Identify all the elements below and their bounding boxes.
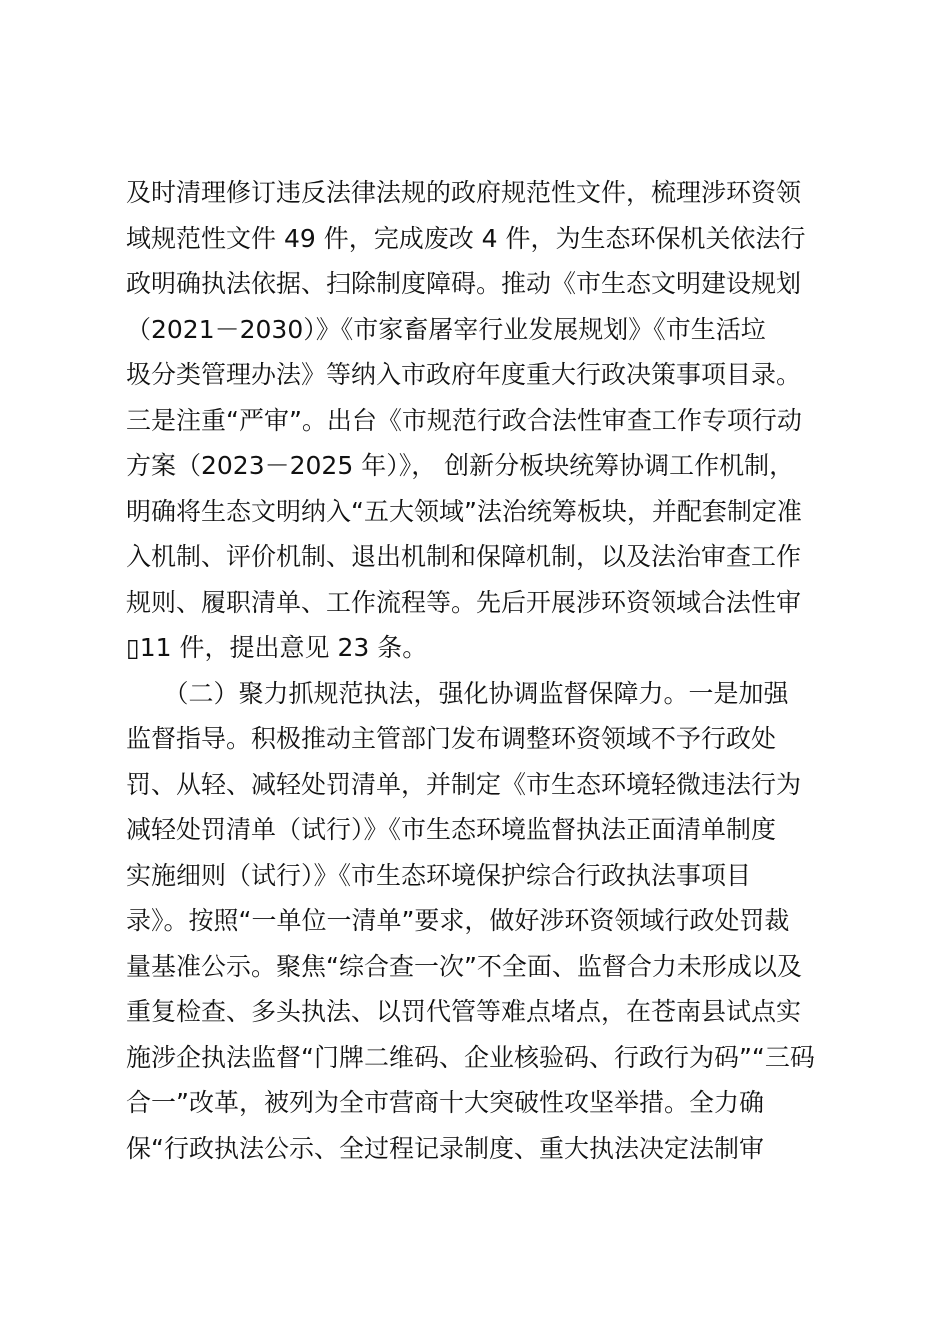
text-line: 明确将生态文明纳入“五大领域”法治统筹板块，并配套制定准 <box>126 496 802 526</box>
text-line: 罚、从轻、减轻处罚清单，并制定《市生态环境轻微违法行为 <box>126 769 802 799</box>
text-line: 量基准公示。聚焦“综合查一次”不全面、监督合力未形成以及 <box>126 951 802 981</box>
text-line: （二）聚力抓规范执法，强化协调监督保障力。一是加强 <box>126 678 789 708</box>
text-line: 重复检查、多头执法、以罚代管等难点堵点，在苍南县试点实 <box>126 997 802 1026</box>
text-line: 方案（2023－2025 年）》， 创新分板块统筹协调工作机制， <box>126 451 795 480</box>
text-line: 规则、履职清单、工作流程等。先后开展涉环资领域合法性审 <box>126 587 802 617</box>
text-line: 监督指导。积极推动主管部门发布调整环资领域不予行政处 <box>126 724 777 753</box>
text-line: 及时清理修订违反法律法规的政府规范性文件，梳理涉环资领 <box>126 178 802 207</box>
text-line: ▯11 件，提出意见 23 条。 <box>126 633 428 662</box>
text-line: 录》。按照“一单位一清单”要求，做好涉环资领域行政处罚裁 <box>126 906 790 935</box>
text-line: 实施细则（试行）》《市生态环境保护综合行政执法事项目 <box>126 860 752 890</box>
text-line: 减轻处罚清单（试行）》《市生态环境监督执法正面清单制度 <box>126 815 777 844</box>
body-text <box>126 170 846 1171</box>
text-line: 合一”改革，被列为全市营商十大突破性攻坚举措。全力确 <box>126 1088 764 1117</box>
text-line: 入机制、评价机制、退出机制和保障机制，以及法治审查工作 <box>126 542 802 571</box>
text-line: 圾分类管理办法》等纳入市政府年度重大行政决策事项目录。 <box>126 360 802 389</box>
text-line: 保“行政执法公示、全过程记录制度、重大执法决定法制审 <box>126 1133 764 1163</box>
text-line: （2021－2030）》《市家畜屠宰行业发展规划》《市生活垃 <box>126 314 766 344</box>
text-line: 施涉企执法监督“门牌二维码、企业核验码、行政行为码”“三码 <box>126 1042 815 1072</box>
text-line: 政明确执法依据、扫除制度障碍。推动《市生态文明建设规划 <box>126 269 802 298</box>
text-line: 域规范性文件 49 件，完成废改 4 件，为生态环保机关依法行 <box>126 223 806 253</box>
text-line: 三是注重“严审”。出台《市规范行政合法性审查工作专项行动 <box>126 405 802 435</box>
